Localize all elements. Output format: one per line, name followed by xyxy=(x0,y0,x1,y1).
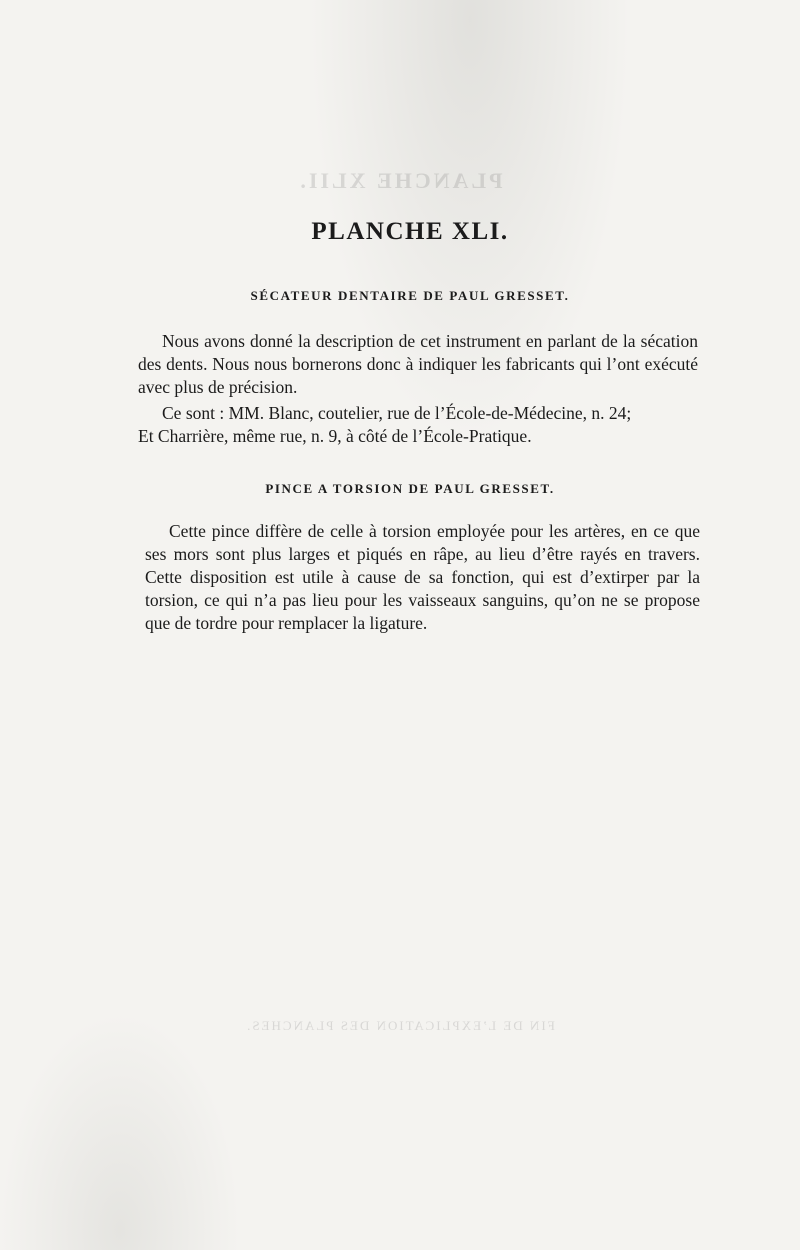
paragraph-secateur-text: Nous avons donné la description de cet instrument en parlant de la sécation des dents. Nous nous bornerons donc à indiquer les fabricants qui l’ont exécuté avec plus de précision. xyxy=(138,331,698,397)
makers-line-2: Et Charrière, même rue, n. 9, à côté de l’École-Pratique. xyxy=(138,426,532,446)
paragraph-pince xyxy=(145,520,700,635)
paragraph-secateur xyxy=(138,330,698,399)
section-title-pince: PINCE A TORSION DE PAUL GRESSET. xyxy=(265,481,555,496)
makers-line-1: Ce sont : MM. Blanc, coutelier, rue de l’École-de-Médecine, n. 24; xyxy=(162,403,632,423)
paragraph-pince-text: Cette pince diffère de celle à torsion employée pour les artères, en ce que ses mors sont plus larges et piqués en râpe, au lieu d’être rayés en travers. Cette disposition est utile à cause de sa fonction, qui est d’extirper par la torsion, ce qui n’a pas lieu pour les vaisseaux sanguins, qu’on ne se propose que de tordre pour remplacer la ligature. xyxy=(145,521,700,633)
bleed-through-footer: FIN DE L’EXPLICATION DES PLANCHES. xyxy=(245,1018,555,1033)
plate-title: PLANCHE XLI. xyxy=(311,218,509,245)
section-title-secateur: SÉCATEUR DENTAIRE DE PAUL GRESSET. xyxy=(250,288,570,303)
bleed-through-title: PLANCHE XLII. xyxy=(297,168,503,193)
